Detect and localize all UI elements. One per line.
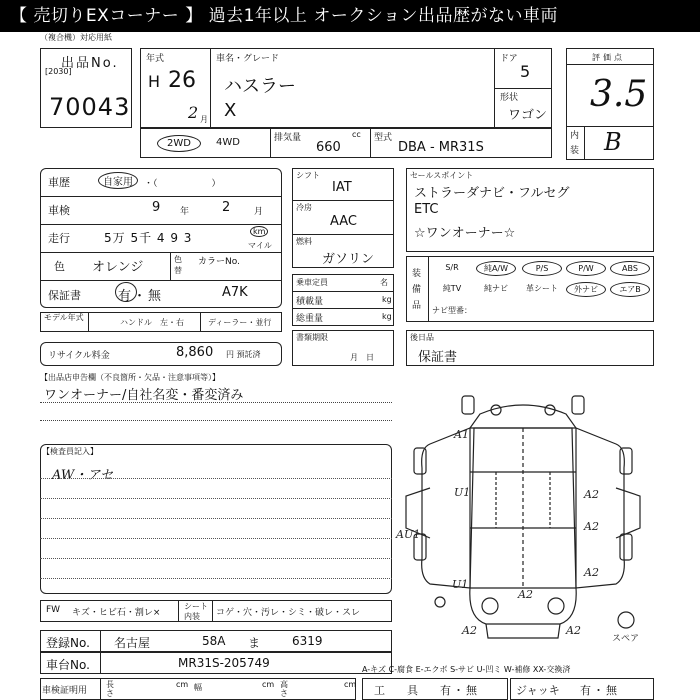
interior-value: B (604, 128, 622, 156)
model-year-label: モデル年式 (44, 313, 84, 322)
jack-label: ジャッキ (516, 684, 560, 697)
mark-a2-bottom-right: A2 (566, 624, 581, 637)
capacity-label: 乗車定員 (296, 278, 328, 287)
warranty-value: 有・無 (118, 289, 164, 304)
mileage-label: 走行 (48, 232, 70, 245)
mark-a2-bottom-left: A2 (462, 624, 477, 637)
shaken-year: 9 (152, 200, 161, 215)
equip-alloy: 純A/W (476, 261, 516, 276)
load-unit: kg (382, 295, 392, 304)
color-change-label: 色替 (174, 255, 182, 275)
fw-label: FW (46, 605, 61, 615)
mileage-sub: マイル (248, 241, 272, 250)
cert-unit-3: cm (344, 680, 357, 689)
model-label: 型式 (374, 133, 393, 143)
registration-label: 登録No. (46, 636, 90, 650)
page-banner: 【 売切りEXコーナー 】 過去1年以上 オークション出品歴がない車両 (0, 0, 700, 32)
drive-2wd: 2WD (157, 135, 201, 152)
history-rest: ・（ ） (144, 179, 221, 189)
weight-unit: kg (382, 312, 392, 321)
weight-label: 総重量 (296, 314, 324, 324)
equip-leather: 革シート (526, 284, 558, 293)
shaken-month-unit: 月 (254, 207, 264, 217)
doors-value: 5 (520, 62, 531, 81)
lot-stamp: [2030] (45, 67, 72, 76)
chassis-label: 車台No. (46, 658, 90, 672)
capacity-unit: 名 (380, 278, 388, 287)
seat-value: コゲ・穴・汚レ・シミ・破レ・スレ (216, 608, 361, 618)
equip-navi-model: ナビ型番： (432, 306, 472, 315)
cert-label: 車検証明用 (42, 686, 88, 696)
handle-options: ハンドル 左・右 (120, 318, 184, 327)
shaken-label: 車検 (48, 204, 70, 217)
fuel-value: ガソリン (322, 252, 375, 267)
year-value: 26 (168, 68, 196, 93)
equipment-label-3: 品 (412, 301, 422, 311)
interior-label-1: 内 (570, 131, 580, 141)
notes-label: 【出品店申告欄（不良箇所・欠品・注意事項等）】 (40, 373, 220, 382)
equip-tv: 純TV (442, 284, 462, 293)
year-label: 年式 (146, 54, 165, 64)
displacement-unit: cc (352, 130, 361, 139)
lot-label: 出品No. (61, 56, 119, 71)
doors-label: ドア (500, 54, 518, 64)
color-value: オレンジ (92, 260, 144, 275)
shape-value: ワゴン (508, 108, 548, 123)
registration-class: 58A (202, 634, 226, 648)
load-label: 積載量 (296, 297, 324, 307)
score-label: 評価点 (592, 53, 625, 62)
later-label: 後日品 (410, 333, 434, 342)
cert-width: 幅 (194, 683, 202, 692)
jack-value: 有・無 (580, 684, 619, 697)
history-label: 車歴 (48, 176, 70, 189)
mark-au1: AU1 (396, 528, 421, 541)
registration-kana: ま (248, 636, 261, 650)
equip-ps: P/S (522, 261, 562, 276)
engine-row (140, 128, 552, 158)
mark-a2-rear: A2 (584, 566, 599, 579)
notes-value: ワンオーナー/自社名変・番変済み (44, 388, 244, 403)
registration-number: 6319 (292, 634, 323, 648)
equipment-label-2: 備 (412, 285, 422, 295)
inspector-label: 【検査員記入】 (42, 447, 98, 456)
displacement-value: 660 (316, 140, 341, 155)
equipment-label-1: 装 (412, 269, 422, 279)
car-label: 車名・グレード (216, 54, 280, 64)
tools-value: 有・無 (440, 684, 479, 697)
cert-length: 長さ (106, 680, 114, 698)
equip-pw: P/W (566, 261, 606, 276)
shaken-year-unit: 年 (180, 207, 190, 217)
mark-a2-right-1: A2 (584, 488, 599, 501)
sales-point-label: セールスポイント (410, 171, 474, 180)
warranty-circle (115, 282, 137, 302)
tools-label: 工 具 (374, 684, 418, 697)
equip-navi: 純ナビ (484, 284, 508, 293)
dealer-options: ディーラー・並行 (208, 318, 272, 327)
car-grade: X (224, 100, 237, 121)
seat-label-1: シート (184, 602, 208, 611)
color-label: 色 (54, 260, 65, 273)
lot-box (40, 48, 132, 128)
shift-label: シフト (296, 171, 320, 180)
score-value: 3.5 (590, 74, 648, 115)
shape-label: 形状 (500, 93, 519, 103)
recycle-label: リサイクル料金 (48, 351, 110, 361)
later-value: 保証書 (418, 350, 458, 365)
fw-value: キズ・ヒビ石・割レ× (72, 608, 161, 618)
chassis-value: MR31S-205749 (178, 656, 270, 670)
equip-sr: S/R (445, 263, 459, 272)
sales-point-line-1: ストラーダナビ・フルセグ (414, 186, 570, 201)
lot-number: 70043 (49, 93, 131, 121)
mark-a2-right-2: A2 (584, 520, 599, 533)
drive-4wd: 4WD (216, 137, 240, 148)
aircon-label: 冷房 (296, 203, 312, 212)
year-month-unit: 月 (200, 115, 208, 124)
equip-ext-navi: 外ナビ (566, 282, 606, 297)
doc-deadline-label: 書類期限 (296, 333, 328, 342)
equip-abs: ABS (610, 261, 650, 276)
cert-unit-2: cm (262, 680, 275, 689)
sales-point-line-3: ☆ワンオーナー☆ (414, 226, 516, 241)
spare-label: スペア (612, 634, 640, 644)
shaken-month: 2 (222, 200, 231, 215)
car-name: ハスラー (224, 76, 296, 97)
color-no-label: カラーNo. (198, 257, 240, 267)
shift-value: IAT (332, 180, 352, 195)
inspector-value: AW・アセ (52, 468, 114, 483)
aircon-value: AAC (330, 214, 357, 229)
warranty-label: 保証書 (48, 289, 81, 302)
registration-city: 名古屋 (114, 636, 151, 650)
cert-unit-1: cm (176, 680, 189, 689)
recycle-unit: 円 預託済 (226, 350, 261, 359)
history-value: 自家用 (98, 172, 138, 189)
mileage-value: 5万 5千 4 9 3 (104, 231, 193, 245)
car-damage-diagram (396, 388, 660, 648)
mark-a1: A1 (454, 428, 469, 441)
seat-label-2: 内装 (184, 612, 200, 621)
form-subheader: （複合機）対応用紙 (40, 33, 112, 42)
mark-u1-front: U1 (452, 578, 469, 591)
doc-deadline-unit: 月 日 (350, 353, 374, 362)
damage-legend: A-キズ C-腐食 E-エクボ S-サビ U-凹ミ W-補修 XX-交換済 (362, 665, 571, 674)
interior-label-2: 装 (570, 146, 580, 156)
equip-airbag: エアB (610, 282, 650, 297)
sales-point-line-2: ETC (414, 202, 439, 217)
mark-a2-front: A2 (518, 588, 533, 601)
year-month: 2 (188, 103, 199, 122)
fuel-label: 燃料 (296, 237, 312, 246)
year-era: H (148, 72, 161, 91)
color-no: A7K (222, 285, 248, 300)
recycle-value: 8,860 (176, 345, 214, 360)
mark-u1-side: U1 (454, 486, 471, 499)
mileage-unit: km (250, 226, 268, 237)
model-value: DBA - MR31S (398, 140, 484, 155)
displacement-label: 排気量 (274, 133, 302, 143)
cert-height: 高さ (280, 680, 288, 698)
